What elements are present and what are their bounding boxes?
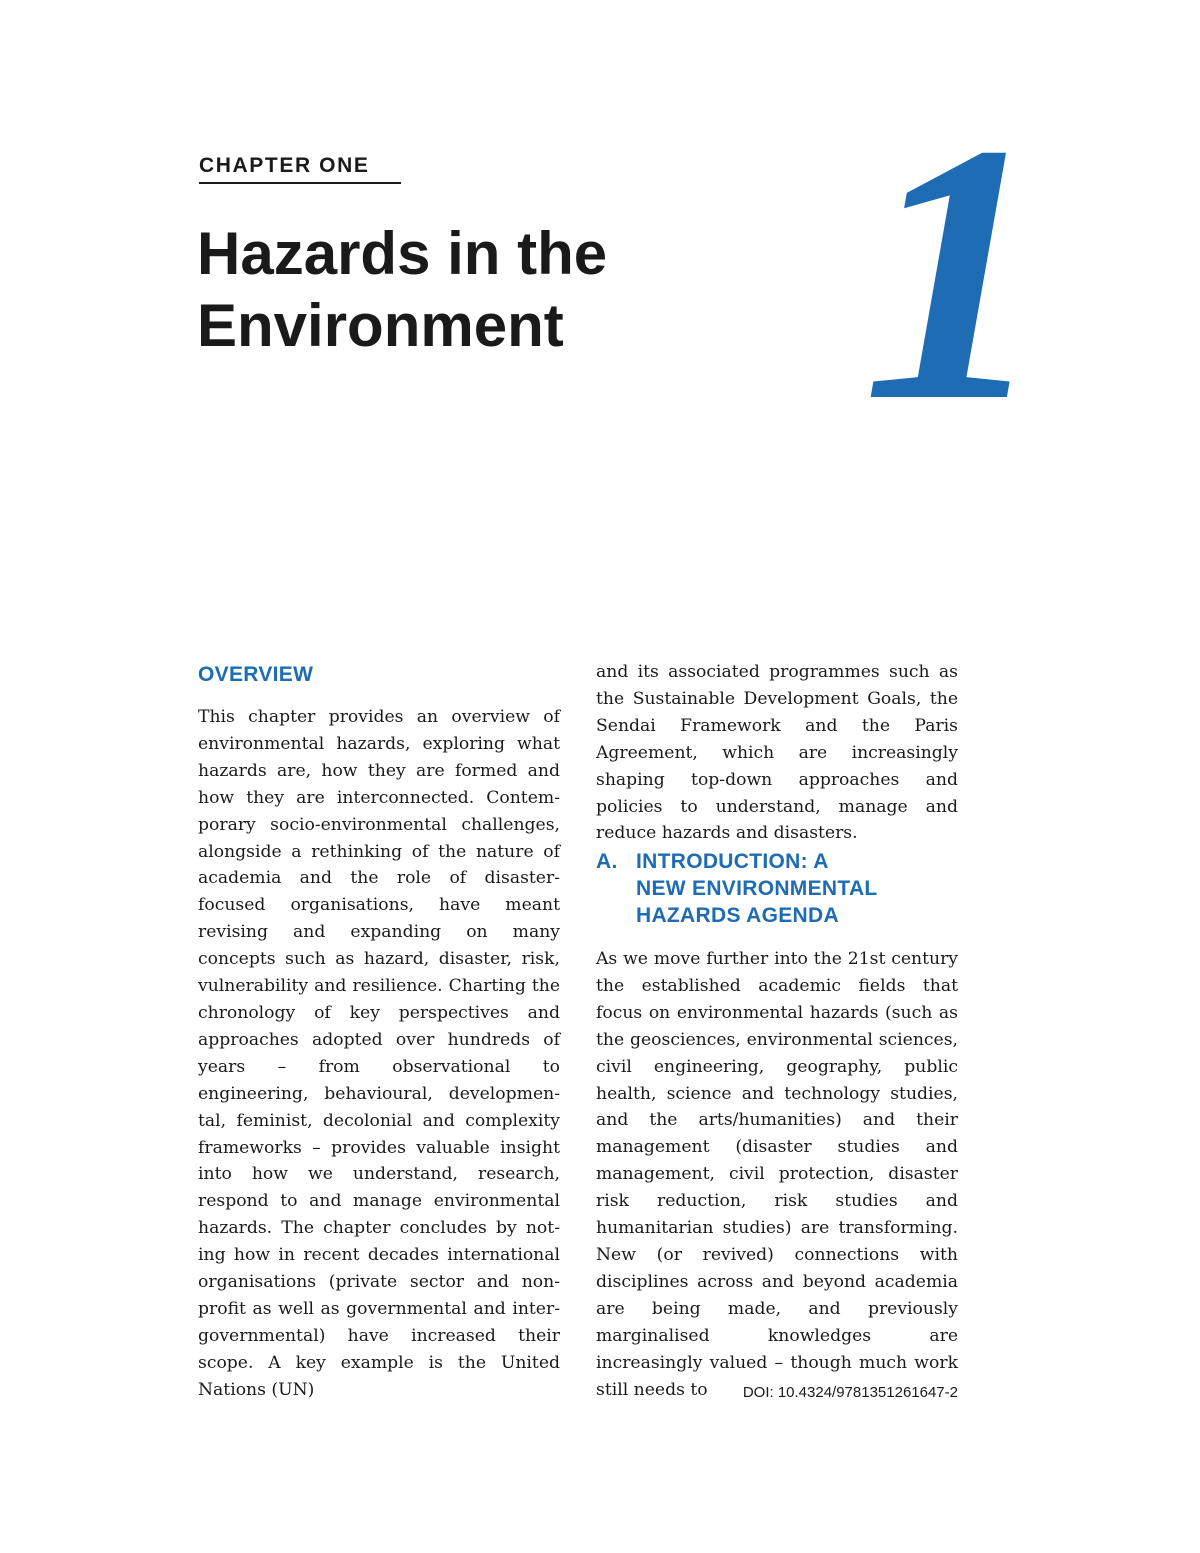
- introduction-heading-letter: A.: [596, 850, 618, 873]
- chapter-title-line-2: Environment: [197, 292, 564, 359]
- introduction-heading-line-1: INTRODUCTION: A: [636, 850, 829, 873]
- overview-paragraph: [198, 704, 560, 1404]
- introduction-heading: [596, 848, 966, 929]
- chapter-label: CHAPTER ONE: [199, 154, 401, 184]
- overview-paragraph-continued: and its associated programmes such as the Sustainable Development Goals, the Sendai Framework and the Paris Agreement, which are increasingly shaping top-down approaches and policies to understand, manage and reduce hazards and disasters.: [596, 662, 958, 844]
- overview-heading: OVERVIEW: [198, 663, 314, 686]
- chapter-title-line-1: Hazards in the: [197, 220, 608, 287]
- introduction-paragraph: As we move further into the 21st century the established academic fields that focus on environmental hazards (such as the geosciences, environmental sciences, civil engineering, geography, public health, science and technology studies, and the arts/humanities) and their management (disaster studies and management, civil protection, disaster risk reduction, risk studies and humanitarian studies) are transforming. New (or revived) connections with disciplines across and beyond academia are being made, and previously marginalised knowledges are increasingly valued – though much work still needs to: [596, 949, 958, 1400]
- doi-footer: DOI: 10.4324/9781351261647-2: [742, 1384, 958, 1401]
- introduction-heading-line-3: HAZARDS AGENDA: [636, 904, 839, 927]
- overview-column: [198, 659, 560, 1404]
- chapter-number: 1: [862, 68, 1047, 478]
- overview-text-part-1: This chapter provides an overview of environmental hazards, exploring what hazards are, how they are formed and how they are interconnected. Contemporary socio-environmental challenges, alongside a rethinking of the nature of academia and the role of disaster-focused organisations, have meant revising and expanding on many concepts such as hazard, disaster, risk, vulnerability and resilience. Charting the chronology of key perspectives and approaches adopted over hundreds of years – from observational to engineering, behavioural, developmental, feminist, decolonial and complexity frameworks – provides valuable insight into how we understand, research, respond to and manage environmental hazards. The chapter concludes by noting how in recent decades international organisations (private sector and nonprofit as well as governmental and intergovernmental) have increased their scope. A key example is the United Nations (UN): [198, 707, 560, 1400]
- overview-continuation-column: [596, 659, 958, 847]
- introduction-heading-line-2: NEW ENVIRONMENTAL: [636, 877, 878, 900]
- chapter-title: [197, 218, 607, 362]
